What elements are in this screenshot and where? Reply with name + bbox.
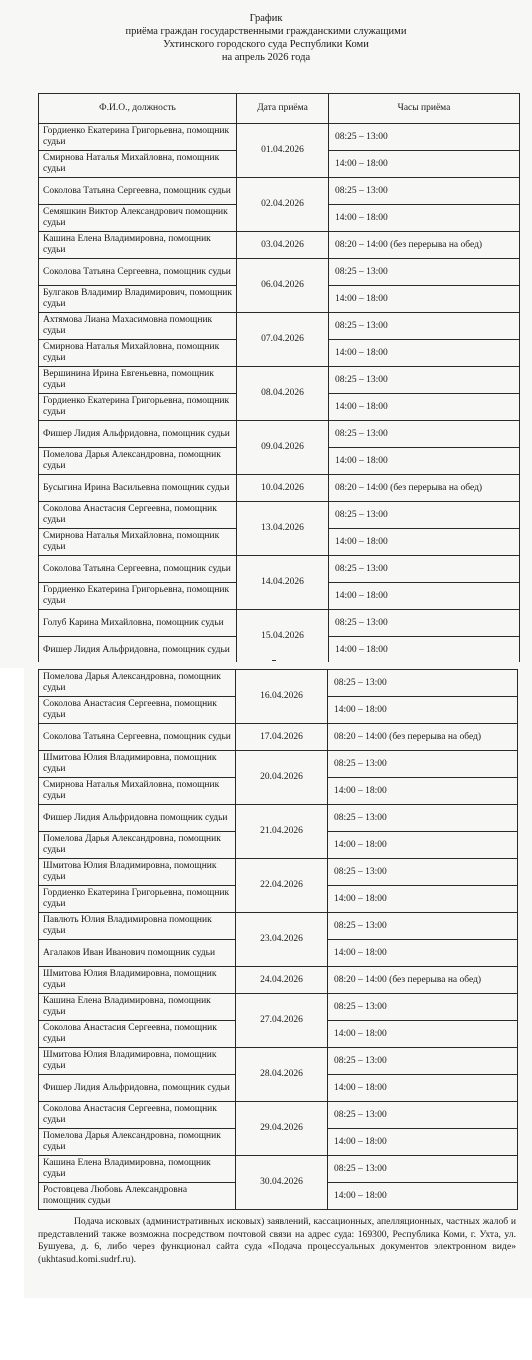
schedule-table-page-2 [38,669,518,1210]
reception-hours-cell: 08:25 – 13:00 [328,994,518,1021]
title-line-4: на апрель 2026 года [221,52,311,63]
reception-hours-cell: 14:00 – 18:00 [328,886,518,913]
reception-hours-cell: 08:25 – 13:00 [328,751,518,778]
table-row [39,259,520,286]
reception-hours-cell: 14:00 – 18:00 [328,697,518,724]
staff-name-cell: Шмитова Юлия Владимировна, помощник судьи [39,967,236,994]
reception-hours-cell: 08:20 – 14:00 (без перерыва на обед) [328,724,518,751]
reception-date-cell: 28.04.2026 [236,1048,328,1102]
staff-name-cell: Шмитова Юлия Владимировна, помощник судьи [39,1048,236,1075]
reception-date-cell: 10.04.2026 [237,475,329,502]
staff-name-cell: Павлють Юлия Владимировна помощник судьи [39,913,236,940]
staff-name-cell: Кашина Елена Владимировна, помощник судьи [39,232,237,259]
document-page-1 [0,0,532,668]
submission-note: Подача исковых (административных исковых) заявлений, кассационных, апелляционных, частных жалоб и представлений также возможна посредством почтовой связи на адрес суда: 169300, Республика Коми, г. Ухта, ул. Бушуева, д. 6, либо через функционал сайта суда «Подача процессуальных документов электронном виде» (ukhtasud.komi.sudrf.ru). [38,1216,516,1265]
reception-hours-cell: 14:00 – 18:00 [329,205,520,232]
staff-name-cell: Вершинина Ирина Евгеньевна, помощник судьи [39,367,237,394]
table-row [39,475,520,502]
staff-name-cell: Фишер Лидия Альфридовна, помощник судьи [39,421,237,448]
staff-name-cell: Кашина Елена Владимировна, помощник судьи [39,994,236,1021]
table-header-row [39,94,520,124]
reception-date-cell: 27.04.2026 [236,994,328,1048]
reception-hours-cell: 14:00 – 18:00 [328,1183,518,1210]
reception-date-cell: 01.04.2026 [237,124,329,178]
staff-name-cell: Соколова Татьяна Сергеевна, помощник судьи [39,556,237,583]
reception-hours-cell: 14:00 – 18:00 [329,394,520,421]
reception-date-cell: 17.04.2026 [236,724,328,751]
reception-hours-cell: 14:00 – 18:00 [328,778,518,805]
reception-hours-cell: 08:25 – 13:00 [329,367,520,394]
reception-hours-cell: 08:25 – 13:00 [329,313,520,340]
page-separator-mark [272,660,276,661]
table-row [39,556,520,583]
reception-date-cell: 23.04.2026 [236,913,328,967]
reception-hours-cell: 08:25 – 13:00 [329,259,520,286]
staff-name-cell: Соколова Татьяна Сергеевна, помощник судьи [39,259,237,286]
reception-date-cell: 09.04.2026 [237,421,329,475]
reception-date-cell: 15.04.2026 [237,610,329,664]
reception-hours-cell: 08:25 – 13:00 [329,610,520,637]
reception-hours-cell: 14:00 – 18:00 [328,1129,518,1156]
reception-hours-cell: 14:00 – 18:00 [328,1021,518,1048]
table-row [39,751,518,778]
reception-hours-cell: 14:00 – 18:00 [329,340,520,367]
staff-name-cell: Смирнова Наталья Михайловна, помощник судьи [39,529,237,556]
staff-name-cell: Бусыгина Ирина Васильевна помощник судьи [39,475,237,502]
reception-hours-cell: 14:00 – 18:00 [328,940,518,967]
reception-hours-cell: 08:25 – 13:00 [329,421,520,448]
reception-hours-cell: 14:00 – 18:00 [329,286,520,313]
header-hours: Часы приёма [329,94,520,124]
reception-hours-cell: 14:00 – 18:00 [328,1075,518,1102]
table-row [39,232,520,259]
staff-name-cell: Голуб Карина Михайловна, помощник судьи [39,610,237,637]
reception-date-cell: 16.04.2026 [236,670,328,724]
table-row [39,859,518,886]
table-row [39,610,520,637]
table-row [39,1048,518,1075]
table-row [39,724,518,751]
reception-hours-cell: 08:25 – 13:00 [328,1102,518,1129]
reception-date-cell: 03.04.2026 [237,232,329,259]
staff-name-cell: Фишер Лидия Альфридовна помощник судьи [39,805,236,832]
staff-name-cell: Смирнова Наталья Михайловна, помощник судьи [39,151,237,178]
table-row [39,502,520,529]
reception-hours-cell: 14:00 – 18:00 [329,151,520,178]
reception-hours-cell: 08:20 – 14:00 (без перерыва на обед) [328,967,518,994]
reception-date-cell: 14.04.2026 [237,556,329,610]
staff-name-cell: Шмитова Юлия Владимировна, помощник судьи [39,859,236,886]
header-name: Ф.И.О., должность [39,94,237,124]
table-row [39,994,518,1021]
staff-name-cell: Соколова Анастасия Сергеевна, помощник судьи [39,1102,236,1129]
reception-hours-cell: 14:00 – 18:00 [329,637,520,664]
reception-hours-cell: 14:00 – 18:00 [329,529,520,556]
staff-name-cell: Соколова Татьяна Сергеевна, помощник судьи [39,724,236,751]
staff-name-cell: Гордиенко Екатерина Григорьевна, помощник судьи [39,124,237,151]
reception-hours-cell: 14:00 – 18:00 [329,583,520,610]
reception-hours-cell: 08:25 – 13:00 [329,502,520,529]
staff-name-cell: Булгаков Владимир Владимирович, помощник судьи [39,286,237,313]
title-line-2: приёма граждан государственными гражданскими служащими [125,26,407,37]
staff-name-cell: Фишер Лидия Альфридовна, помощник судьи [39,637,237,664]
reception-hours-cell: 14:00 – 18:00 [329,448,520,475]
table-row [39,670,518,697]
table-row [39,1156,518,1183]
table-row [39,421,520,448]
staff-name-cell: Кашина Елена Владимировна, помощник судьи [39,1156,236,1183]
staff-name-cell: Соколова Анастасия Сергеевна, помощник судьи [39,1021,236,1048]
reception-hours-cell: 08:20 – 14:00 (без перерыва на обед) [329,475,520,502]
staff-name-cell: Агалаков Иван Иванович помощник судьи [39,940,236,967]
table-row [39,313,520,340]
staff-name-cell: Смирнова Наталья Михайловна, помощник судьи [39,778,236,805]
staff-name-cell: Помелова Дарья Александровна, помощник судьи [39,1129,236,1156]
reception-hours-cell: 14:00 – 18:00 [328,832,518,859]
reception-date-cell: 21.04.2026 [236,805,328,859]
staff-name-cell: Смирнова Наталья Михайловна, помощник судьи [39,340,237,367]
reception-date-cell: 08.04.2026 [237,367,329,421]
reception-hours-cell: 08:25 – 13:00 [329,178,520,205]
reception-hours-cell: 08:25 – 13:00 [328,913,518,940]
reception-hours-cell: 08:25 – 13:00 [328,670,518,697]
title-line-3: Ухтинского городского суда Республики Коми [163,39,369,50]
staff-name-cell: Соколова Анастасия Сергеевна, помощник судьи [39,502,237,529]
staff-name-cell: Помелова Дарья Александровна, помощник судьи [39,670,236,697]
header-date: Дата приёма [237,94,329,124]
reception-date-cell: 02.04.2026 [237,178,329,232]
staff-name-cell: Гордиенко Екатерина Григорьевна, помощник судьи [39,394,237,421]
reception-date-cell: 24.04.2026 [236,967,328,994]
title-line-1: График [249,13,283,24]
reception-date-cell: 20.04.2026 [236,751,328,805]
reception-hours-cell: 08:25 – 13:00 [328,859,518,886]
reception-date-cell: 06.04.2026 [237,259,329,313]
table-row [39,913,518,940]
staff-name-cell: Гордиенко Екатерина Григорьевна, помощник судьи [39,583,237,610]
reception-hours-cell: 08:25 – 13:00 [329,556,520,583]
staff-name-cell: Гордиенко Екатерина Григорьевна, помощник судьи [39,886,236,913]
staff-name-cell: Ахтямова Лиана Махасимовна помощник судьи [39,313,237,340]
staff-name-cell: Помелова Дарья Александровна, помощник судьи [39,448,237,475]
staff-name-cell: Семяшкин Виктор Александрович помощник судьи [39,205,237,232]
table-row [39,124,520,151]
reception-date-cell: 30.04.2026 [236,1156,328,1210]
table-row [39,967,518,994]
table-row [39,1102,518,1129]
reception-hours-cell: 08:25 – 13:00 [328,805,518,832]
reception-hours-cell: 08:20 – 14:00 (без перерыва на обед) [329,232,520,259]
document-title [0,12,532,64]
reception-hours-cell: 08:25 – 13:00 [328,1048,518,1075]
reception-date-cell: 22.04.2026 [236,859,328,913]
reception-date-cell: 13.04.2026 [237,502,329,556]
staff-name-cell: Соколова Татьяна Сергеевна, помощник судьи [39,178,237,205]
staff-name-cell: Помелова Дарья Александровна, помощник судьи [39,832,236,859]
staff-name-cell: Ростовцева Любовь Александровна помощник судьи [39,1183,236,1210]
reception-date-cell: 07.04.2026 [237,313,329,367]
document-page-2 [24,662,532,1298]
reception-hours-cell: 08:25 – 13:00 [328,1156,518,1183]
table-row [39,178,520,205]
reception-date-cell: 29.04.2026 [236,1102,328,1156]
staff-name-cell: Шмитова Юлия Владимировна, помощник судьи [39,751,236,778]
reception-hours-cell: 08:25 – 13:00 [329,124,520,151]
table-row [39,805,518,832]
staff-name-cell: Соколова Анастасия Сергеевна, помощник судьи [39,697,236,724]
schedule-table-page-1 [38,93,520,664]
table-row [39,367,520,394]
staff-name-cell: Фишер Лидия Альфридовна, помощник судьи [39,1075,236,1102]
